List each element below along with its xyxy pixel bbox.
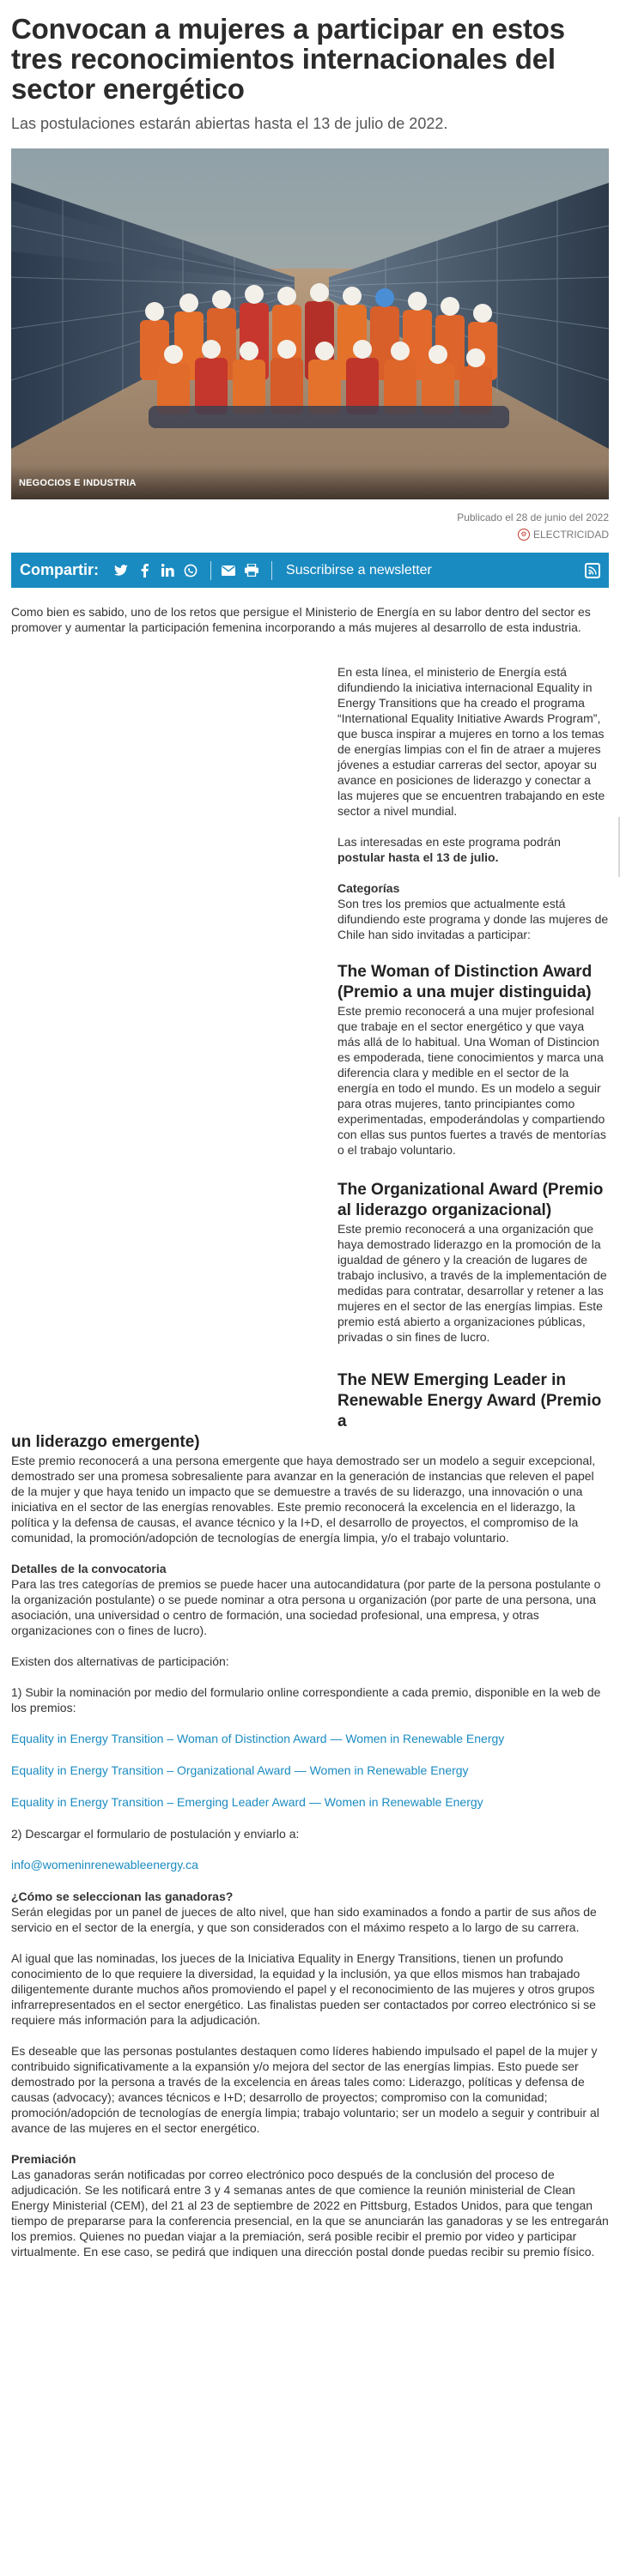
email-link[interactable]: info@womeninrenewableenergy.ca [11, 1858, 198, 1872]
article-title: Convocan a mujeres a participar en estos tres reconocimientos internacionales del sector energético [11, 13, 565, 105]
email-paragraph [11, 1857, 609, 1873]
facebook-icon[interactable] [136, 562, 153, 579]
link3-paragraph [11, 1794, 609, 1811]
award1-title: The Woman of Distinction Award (Premio a una mujer distinguida) [337, 963, 593, 1001]
deadline-paragraph [337, 834, 609, 865]
selection-heading: ¿Cómo se seleccionan las ganadoras? [11, 1890, 234, 1903]
option1-paragraph: 1) Subir la nominación por medio del formulario online correspondiente a cada premio, disponible en la web de los premios: [11, 1685, 601, 1714]
rss-icon[interactable] [585, 563, 600, 578]
source-name[interactable]: ELECTRICIDAD [532, 529, 609, 541]
mail-icon[interactable] [220, 562, 237, 579]
selection-paragraph: Serán elegidas por un panel de jueces de alto nivel, que han sido examinados a fondo a partir de sus años de servicio en el sector de la energía, y que son considerados con el máximo respeto a lo largo de su carrera. [11, 1905, 597, 1934]
intro-paragraph: Como bien es sabido, uno de los retos que persigue el Ministerio de Energía en su labor dentro del sector es promover y aumentar la participación femenina incorporando a más mujeres al desarrollo de esta industria. [11, 605, 591, 634]
hero-category-overlay [11, 465, 609, 499]
print-icon[interactable] [243, 562, 260, 579]
alternatives-paragraph: Existen dos alternativas de participación: [11, 1654, 229, 1668]
right-column [337, 664, 609, 1345]
award3-description: Este premio reconocerá a una persona emergente que haya demostrado ser un modelo a seguir excepcional, demostrado ser una promesa sobresaliente para avanzar en la generación de instancias que releven el papel de la mujer y que haya tenido un impacto que se demuestre a través de su liderazgo, una innovación o una iniciativa en el sector de las energías renovables. Este premio reconocerá la excelencia en el liderazgo, la política y la defensa de causas, el avance técnico y la I+D, el desarrollo de proyectos, el compromiso de la comunidad, la promoción/adopción de tecnologías de energía limpia, y/o el trabajo voluntario. [11, 1454, 596, 1545]
details-paragraph: Para las tres categorías de premios se puede hacer una autocandidatura (por parte de la persona postulante o la organización postulante) o se puede nominar a otra persona u organización (por parte de una persona, una asociación, una universidad o centro de formación, una sociedad profesional, una empresa, y otras organizaciones con o fines de lucro). [11, 1577, 601, 1637]
article-subtitle: Las postulaciones estarán abiertas hasta el 13 de julio de 2022. [11, 115, 448, 132]
whatsapp-icon[interactable] [182, 562, 199, 579]
hero-image [11, 148, 609, 499]
organizational-award-link[interactable]: Equality in Energy Transition – Organizational Award — Women in Renewable Energy [11, 1763, 469, 1777]
hero-category-label[interactable]: NEGOCIOS E INDUSTRIA [19, 478, 137, 488]
award-ceremony-heading: Premiación [11, 2152, 76, 2166]
award1-description: Este premio reconocerá a una mujer profesional que trabaje en el sector energético y que vaya más allá de lo habitual. Una Woman of Distincion es empoderada, tiene conocimientos y marca una diferencia clara y medible en el sector de la energía en todo el mundo. Es un modelo a seguir para otras mujeres, tanto principiantes como experimentadas, empoderándolas y compartiendo con ellas sus puntos fuertes a través de mentorías o el trabajo voluntario. [337, 1004, 606, 1157]
categories-heading: Categorías [337, 881, 400, 895]
award3-title-continued: un liderazgo emergente) [11, 1433, 200, 1451]
initiative-paragraph: En esta línea, el ministerio de Energía está difundiendo la iniciativa internacional Equality in Energy Transitions que ha creado el programa “International Equality Initiative Awards Program”, que busca inspirar a mujeres en torno a los temas de energías limpias con el fin de atraer a mujeres jóvenes a estudiar carreras del sector, apoyar su avance en posiciones de liderazgo y conectar a las mujeres que se encuentren trabajando en este sector a nivel mundial. [337, 665, 605, 818]
share-divider-2 [271, 561, 272, 580]
award3-title: The NEW Emerging Leader in Renewable Energy Award (Premio a [337, 1371, 602, 1430]
categories-paragraph: Son tres los premios que actualmente está difundiendo este programa y donde las mujeres de Chile han sido invitadas a participar: [337, 897, 609, 941]
twitter-icon[interactable] [112, 562, 130, 579]
deadline-text: Las interesadas en este programa podrán [337, 835, 561, 849]
woman-of-distinction-link[interactable]: Equality in Energy Transition – Woman of Distinction Award — Women in Renewable Energy [11, 1732, 505, 1745]
source-line [518, 527, 609, 542]
newsletter-link[interactable]: Suscribirse a newsletter [286, 562, 432, 577]
award2-description: Este premio reconocerá a una organización que haya demostrado liderazgo en la promoción de la igualdad de género y la creación de lugares de trabajo inclusivo, a través de la implementación de medidas para contratar, desarrollar y retener a las mujeres en el sector de las energías limpias. Este premio está abierto a organizaciones públicas, privadas o sin fines de lucro. [337, 1222, 607, 1344]
details-heading: Detalles de la convocatoria [11, 1562, 167, 1575]
desirable-paragraph: Es deseable que las personas postulantes destaquen como líderes habiendo impulsado el papel de la mujer y contribuido significativamente a la expansión y/o mejora del sector de las energías limpias. Esto puede ser demostrado por la persona a través de la excelencia en áreas tales como: Liderazgo, políticas y defensa de causas (advocacy); avances técnicos e I+D; desarrollo de proyectos; compromiso con la comunidad; promoción/adopción de tecnologías de energía limpia; trabajo voluntario; ser un modelo a seguir y contribuir al avance de las mujeres en el sector energético. [11, 2044, 599, 2135]
share-label: Compartir: [20, 561, 100, 578]
published-date: Publicado el 28 de junio del 2022 [457, 511, 609, 523]
share-bar [11, 553, 609, 588]
award-ceremony-paragraph: Las ganadoras serán notificadas por correo electrónico poco después de la conclusión del proceso de adjudicación. Se les notificará entre 3 y 4 semanas antes de que comience la reunión ministerial de Clean Energy Ministerial (CEM), del 21 al 23 de septiembre de 2022 en Pittsburg, Estados Unidos, para que tengan tiempo de prepararse para la conferencia presencial, en la que se anunciarán las ganadoras y se les entregarán los premios. Quienes no puedan viajar a la premiación, será posible recibir el premio por video y participar virtualmente. En ese caso, se pedirá que indiquen una dirección postal donde puedas recibir su premio físico. [11, 2168, 609, 2259]
solar-plant-photo [11, 148, 609, 499]
source-logo-icon: ⚙ [518, 529, 530, 541]
link2-paragraph [11, 1763, 609, 1779]
link1-paragraph [11, 1731, 609, 1747]
article-meta [11, 510, 609, 542]
option2-paragraph: 2) Descargar el formulario de postulación y enviarlo a: [11, 1827, 300, 1841]
emerging-leader-link[interactable]: Equality in Energy Transition – Emerging Leader Award — Women in Renewable Energy [11, 1795, 483, 1809]
linkedin-icon[interactable] [159, 562, 176, 579]
award2-title: The Organizational Award (Premio al liderazgo organizacional) [337, 1181, 604, 1219]
judges-paragraph: Al igual que las nominadas, los jueces de la Iniciativa Equality in Energy Transitions, tienen un profundo conocimiento de lo que requiere la diversidad, la equidad y la inclusión, ya que ellos mismos han trabajado diligentemente durante muchos años promoviendo el papel y el reconocimiento de las mujeres y otros grupos infrarrepresentados en el sector energético. Las finalistas pueden ser contactados por correo electrónico si se requiere más información para la adjudicación. [11, 1951, 596, 2027]
workers-group [140, 283, 509, 428]
deadline-bold: postular hasta el 13 de julio. [337, 850, 499, 864]
share-divider [210, 561, 211, 580]
